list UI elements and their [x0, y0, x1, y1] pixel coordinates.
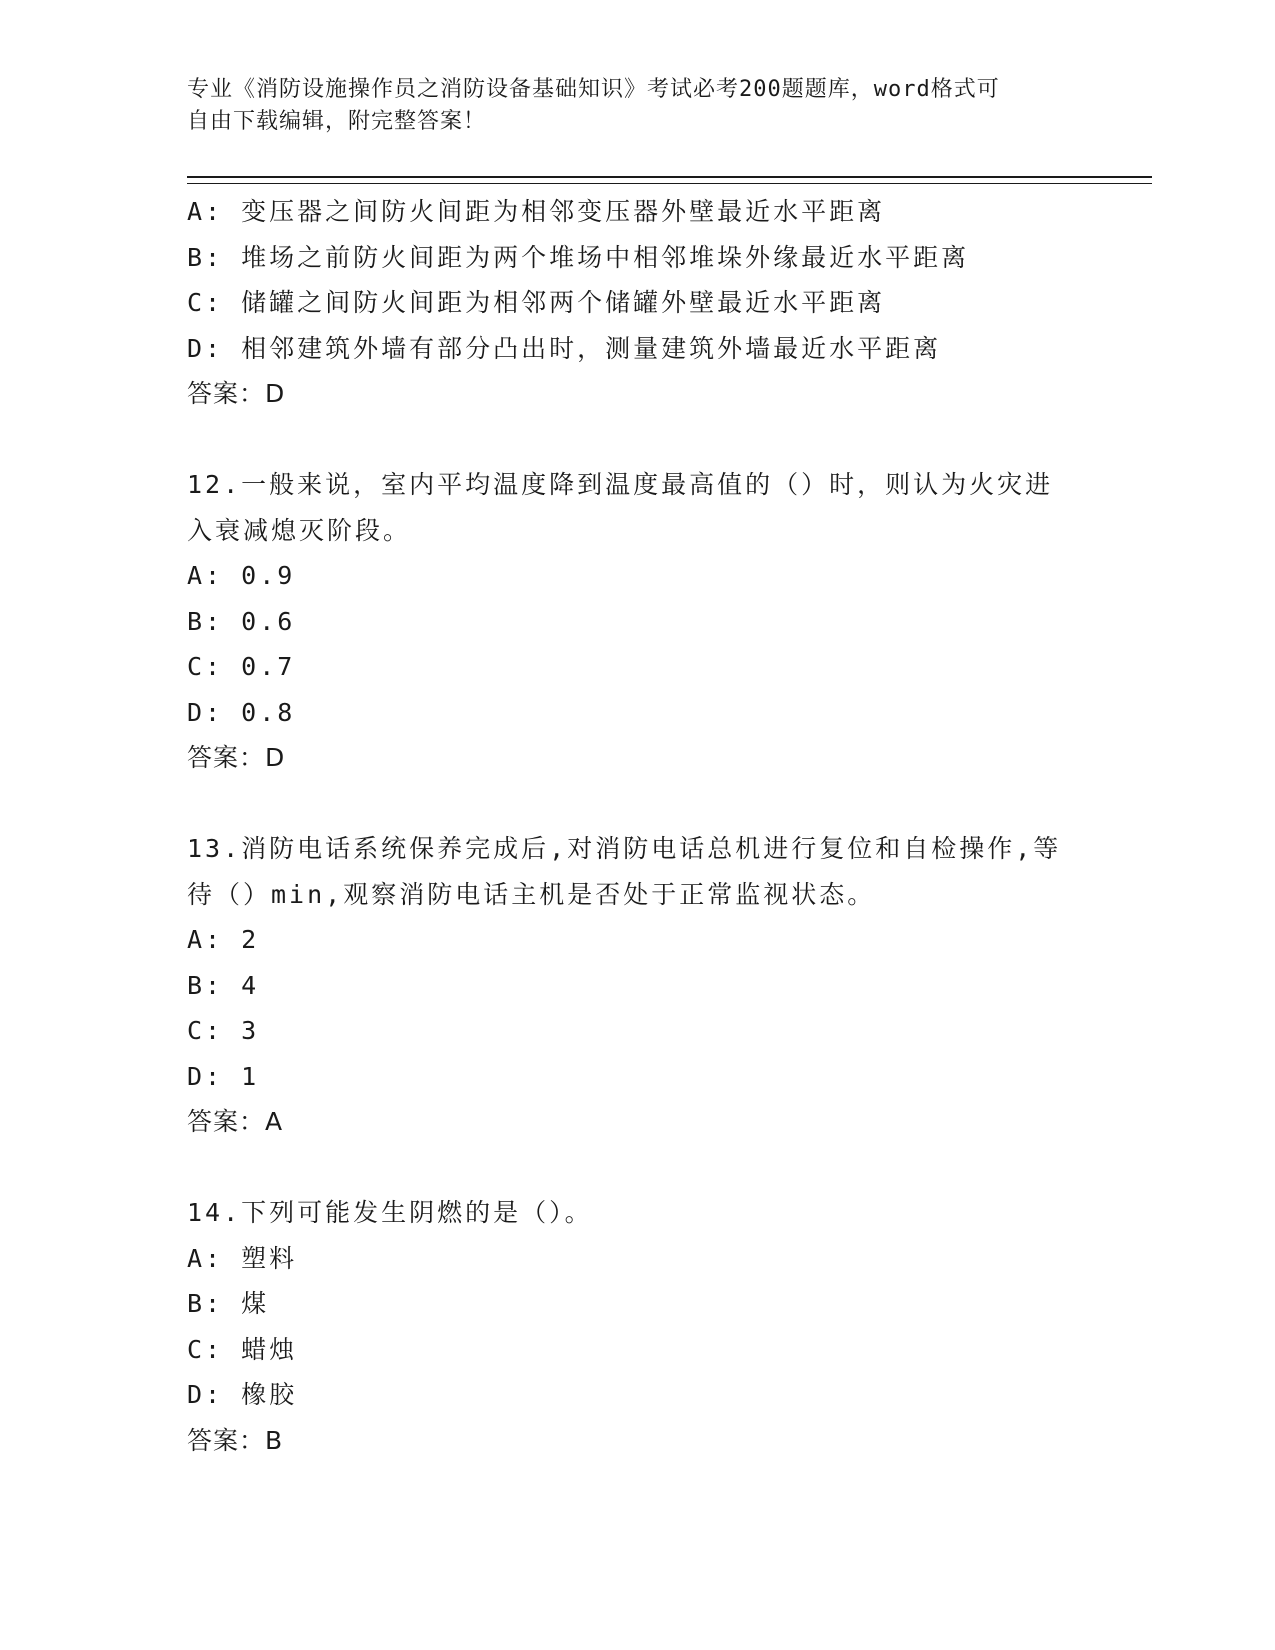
question-stem: 待（）min,观察消防电话主机是否处于正常监视状态。	[187, 879, 876, 909]
spacer	[187, 417, 1087, 463]
header-title-line-1: 专业《消防设施操作员之消防设备基础知识》考试必考200题题库，word格式可	[187, 77, 1000, 102]
option-a: A: 2	[187, 925, 260, 954]
answer: 答案：B	[187, 1425, 284, 1455]
answer: 答案：D	[187, 379, 286, 408]
question-content	[187, 189, 1087, 1463]
option-c: C: 0.7	[187, 652, 296, 681]
answer: 答案：A	[187, 1107, 284, 1136]
option-b: B: 煤	[187, 1289, 270, 1318]
question-stem: 12.一般来说，室内平均温度降到温度最高值的（）时，则认为火灾进	[187, 470, 1054, 499]
option-d: D: 橡胶	[187, 1380, 298, 1409]
option-b: B: 0.6	[187, 606, 296, 636]
question-11-continued	[187, 189, 1087, 417]
option-c: C: 3	[187, 1016, 260, 1045]
question-stem: 13.消防电话系统保养完成后,对消防电话总机进行复位和自检操作,等	[187, 834, 1062, 863]
option-d: D: 1	[187, 1061, 260, 1091]
spacer	[187, 1145, 1087, 1191]
option-a: A: 塑料	[187, 1243, 298, 1273]
question-13	[187, 826, 1087, 1145]
option-c: C: 蜡烛	[187, 1334, 298, 1364]
option-a: A: 0.9	[187, 561, 296, 590]
page-header	[187, 74, 1087, 138]
option-d: D: 相邻建筑外墙有部分凸出时，测量建筑外墙最近水平距离	[187, 333, 942, 363]
question-12	[187, 462, 1087, 781]
question-14	[187, 1190, 1087, 1463]
option-c: C: 储罐之间防火间距为相邻两个储罐外壁最近水平距离	[187, 288, 886, 317]
spacer	[187, 781, 1087, 827]
option-b: B: 4	[187, 970, 260, 1000]
question-stem: 14.下列可能发生阴燃的是（）。	[187, 1198, 593, 1227]
option-b: B: 堆场之前防火间距为两个堆场中相邻堆垛外缘最近水平距离	[187, 242, 970, 272]
header-divider	[187, 176, 1152, 184]
option-a: A: 变压器之间防火间距为相邻变压器外壁最近水平距离	[187, 197, 886, 226]
question-stem: 入衰减熄灭阶段。	[187, 515, 412, 545]
option-d: D: 0.8	[187, 697, 296, 727]
answer: 答案：D	[187, 743, 286, 772]
header-title-line-2: 自由下载编辑，附完整答案！	[187, 109, 487, 134]
